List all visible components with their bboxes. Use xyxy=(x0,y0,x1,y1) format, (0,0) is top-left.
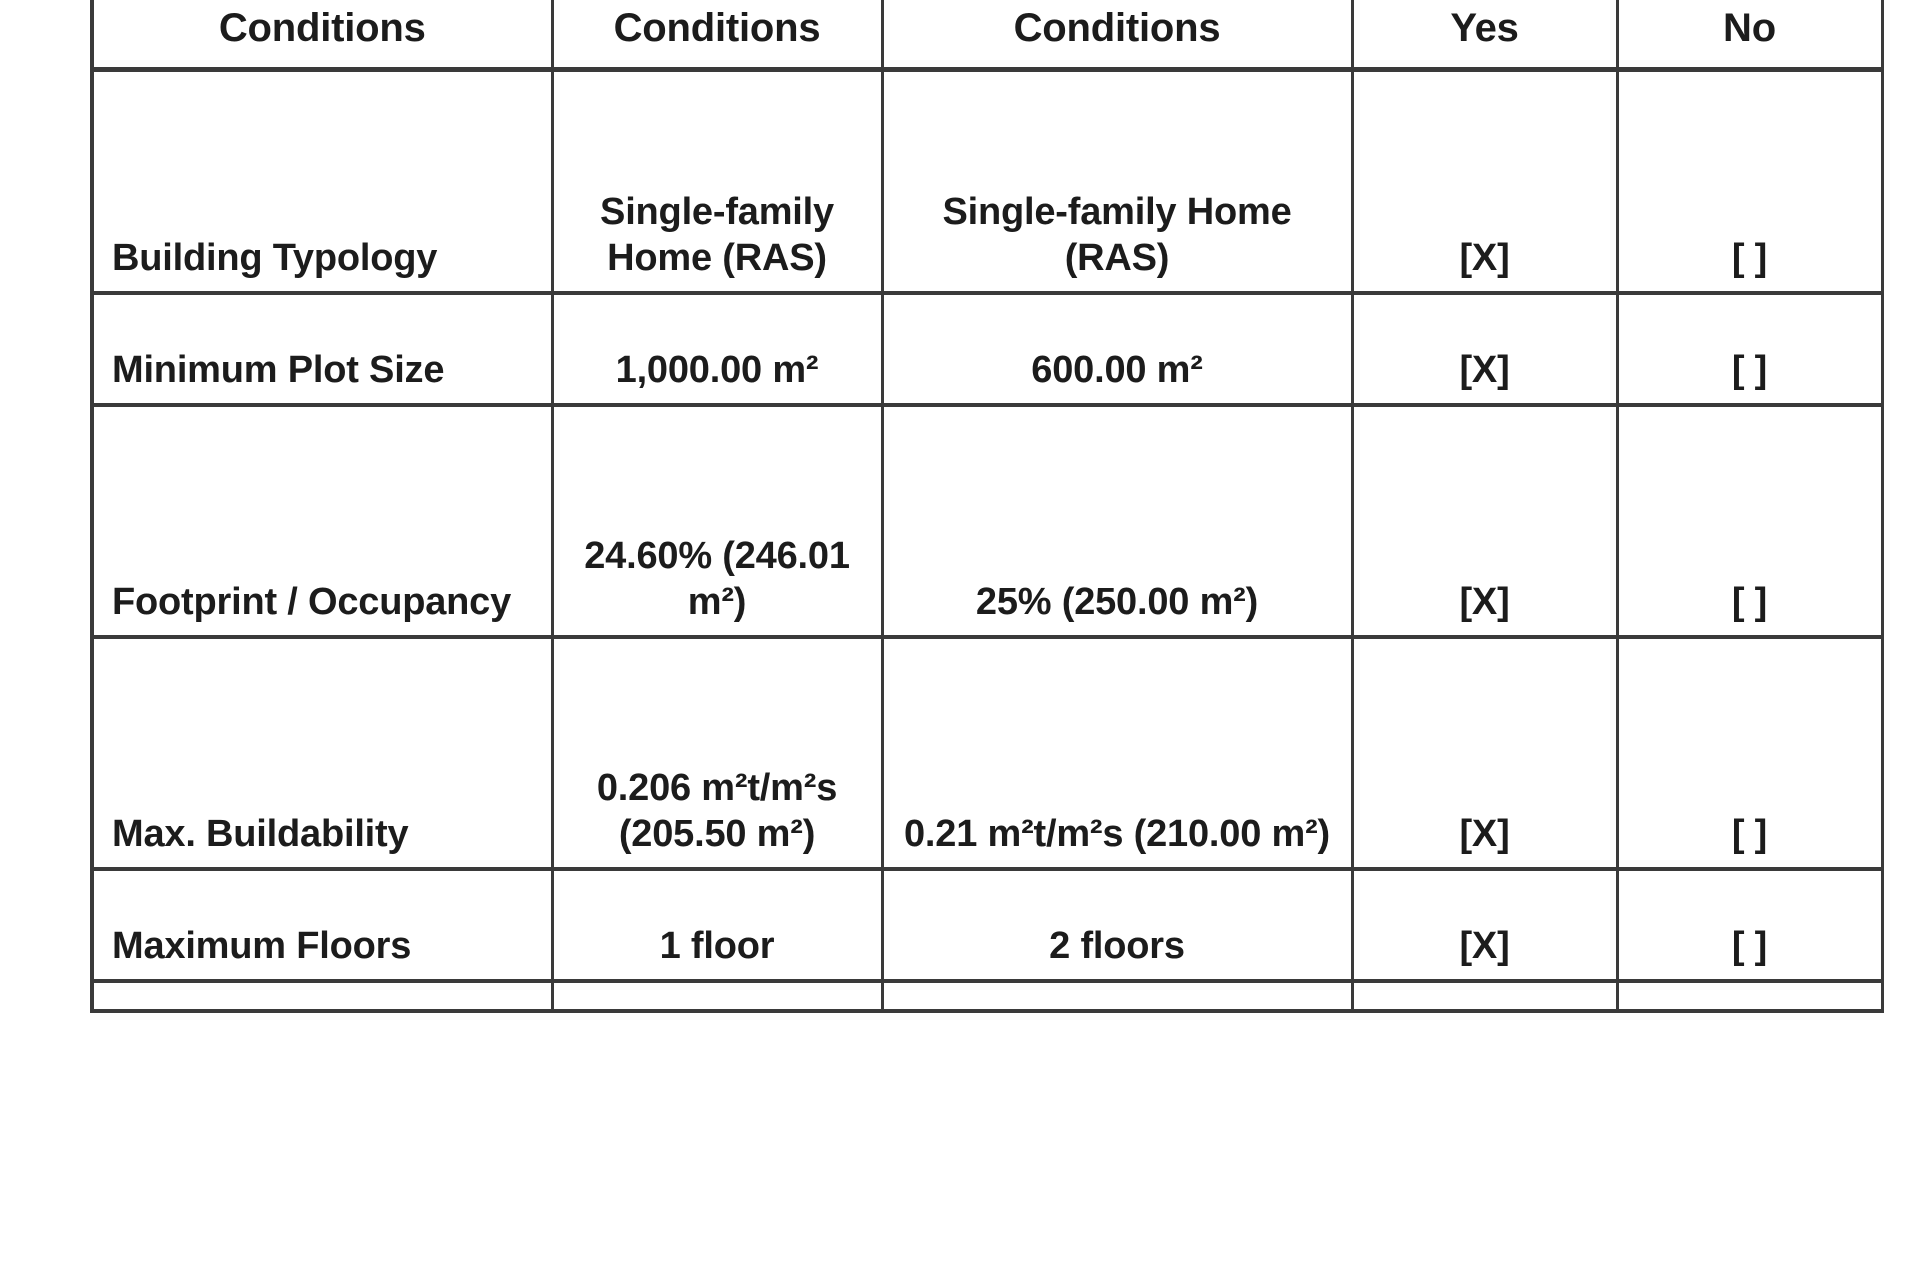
row-no-footprint-occupancy: [ ] xyxy=(1617,405,1882,637)
row-label-max-buildability: Max. Buildability xyxy=(92,637,552,869)
column-header-conditions-3: Conditions xyxy=(882,0,1352,69)
row-yes-minimum-plot-size: [X] xyxy=(1352,293,1617,405)
row-no-minimum-plot-size: [ ] xyxy=(1617,293,1882,405)
column-header-conditions-1: Conditions xyxy=(92,0,552,69)
table-row-truncated xyxy=(92,981,1882,1011)
row-proposed-max-buildability: 0.21 m²t/m²s (210.00 m²) xyxy=(882,637,1352,869)
table-row xyxy=(92,69,1882,293)
row-no-max-buildability: [ ] xyxy=(1617,637,1882,869)
truncated-cell-2 xyxy=(552,981,882,1011)
table-header-row xyxy=(92,0,1882,69)
column-header-no: No xyxy=(1617,0,1882,69)
row-label-maximum-floors: Maximum Floors xyxy=(92,869,552,981)
column-header-conditions-2: Conditions xyxy=(552,0,882,69)
row-label-minimum-plot-size: Minimum Plot Size xyxy=(92,293,552,405)
row-required-minimum-plot-size: 1,000.00 m² xyxy=(552,293,882,405)
table-header xyxy=(92,0,1882,69)
truncated-cell-4 xyxy=(1352,981,1617,1011)
column-header-yes: Yes xyxy=(1352,0,1617,69)
row-yes-building-typology: [X] xyxy=(1352,69,1617,293)
truncated-cell-1 xyxy=(92,981,552,1011)
row-yes-footprint-occupancy: [X] xyxy=(1352,405,1617,637)
table-row xyxy=(92,637,1882,869)
row-proposed-building-typology: Single-family Home (RAS) xyxy=(882,69,1352,293)
row-proposed-minimum-plot-size: 600.00 m² xyxy=(882,293,1352,405)
compliance-table xyxy=(90,0,1884,1013)
truncated-cell-3 xyxy=(882,981,1352,1011)
row-required-maximum-floors: 1 floor xyxy=(552,869,882,981)
row-proposed-footprint-occupancy: 25% (250.00 m²) xyxy=(882,405,1352,637)
row-no-building-typology: [ ] xyxy=(1617,69,1882,293)
row-required-building-typology: Single-family Home (RAS) xyxy=(552,69,882,293)
table-row xyxy=(92,869,1882,981)
row-proposed-maximum-floors: 2 floors xyxy=(882,869,1352,981)
truncated-cell-5 xyxy=(1617,981,1882,1011)
row-yes-maximum-floors: [X] xyxy=(1352,869,1617,981)
row-required-footprint-occupancy: 24.60% (246.01 m²) xyxy=(552,405,882,637)
table-body xyxy=(92,69,1882,1011)
table-row xyxy=(92,293,1882,405)
row-label-building-typology: Building Typology xyxy=(92,69,552,293)
row-yes-max-buildability: [X] xyxy=(1352,637,1617,869)
row-no-maximum-floors: [ ] xyxy=(1617,869,1882,981)
row-required-max-buildability: 0.206 m²t/m²s (205.50 m²) xyxy=(552,637,882,869)
table-row xyxy=(92,405,1882,637)
compliance-table-container xyxy=(90,0,1880,1013)
row-label-footprint-occupancy: Footprint / Occupancy xyxy=(92,405,552,637)
